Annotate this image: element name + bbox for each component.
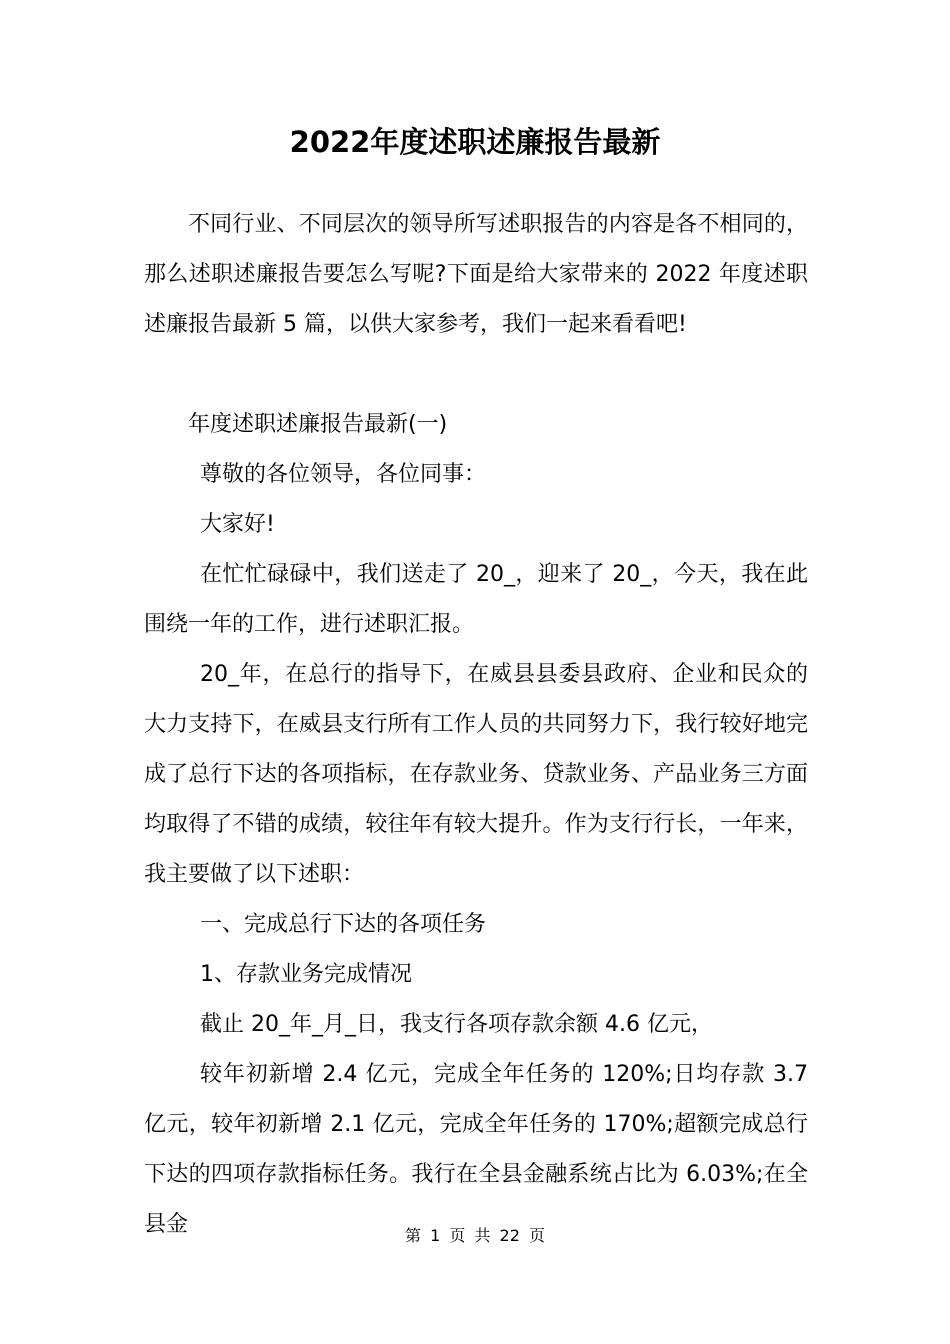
intro-paragraph: 不同行业、不同层次的领导所写述职报告的内容是各不相同的，那么述职述廉报告要怎么写呢?下面是给大家带来的 2022 年度述职述廉报告最新 5 篇，以供大家参考，我们一起来看看吧! xyxy=(144,212,808,337)
subheading-deposits: 1、存款业务完成情况 xyxy=(200,962,412,987)
greeting: 大家好! xyxy=(200,512,275,537)
main-content xyxy=(144,400,808,1250)
subheading-tasks: 一、完成总行下达的各项任务 xyxy=(200,912,487,937)
deposit-detail: 较年初新增 2.4 亿元，完成全年任务的 120%;日均存款 3.7 亿元，较年初新增 2.1 亿元，完成全年任务的 170%;超额完成总行下达的四项存款指标任务。我行在全县金融系统占比为 6.03%;在全县金 xyxy=(144,1062,808,1237)
intro-block xyxy=(144,200,808,350)
body-paragraph: 20_年，在总行的指导下，在威县县委县政府、企业和民众的大力支持下，在威县支行所有工作人员的共同努力下，我行较好地完成了总行下达的各项指标，在存款业务、贷款业务、产品业务三方面均取得了不错的成绩，较往年有较大提升。作为支行行长，一年来，我主要做了以下述职： xyxy=(144,662,808,887)
body-paragraph: 在忙忙碌碌中，我们送走了 20_，迎来了 20_，今天，我在此围绕一年的工作，进行述职汇报。 xyxy=(144,562,808,637)
document-title: 2022年度述职述廉报告最新 xyxy=(289,125,661,159)
page-number-footer: 第 1 页 共 22 页 xyxy=(405,1226,545,1245)
salutation: 尊敬的各位领导，各位同事： xyxy=(200,462,487,487)
deposit-summary: 截止 20_年_月_日，我支行各项存款余额 4.6 亿元， xyxy=(200,1012,713,1037)
section-heading: 年度述职述廉报告最新(一) xyxy=(188,412,448,437)
